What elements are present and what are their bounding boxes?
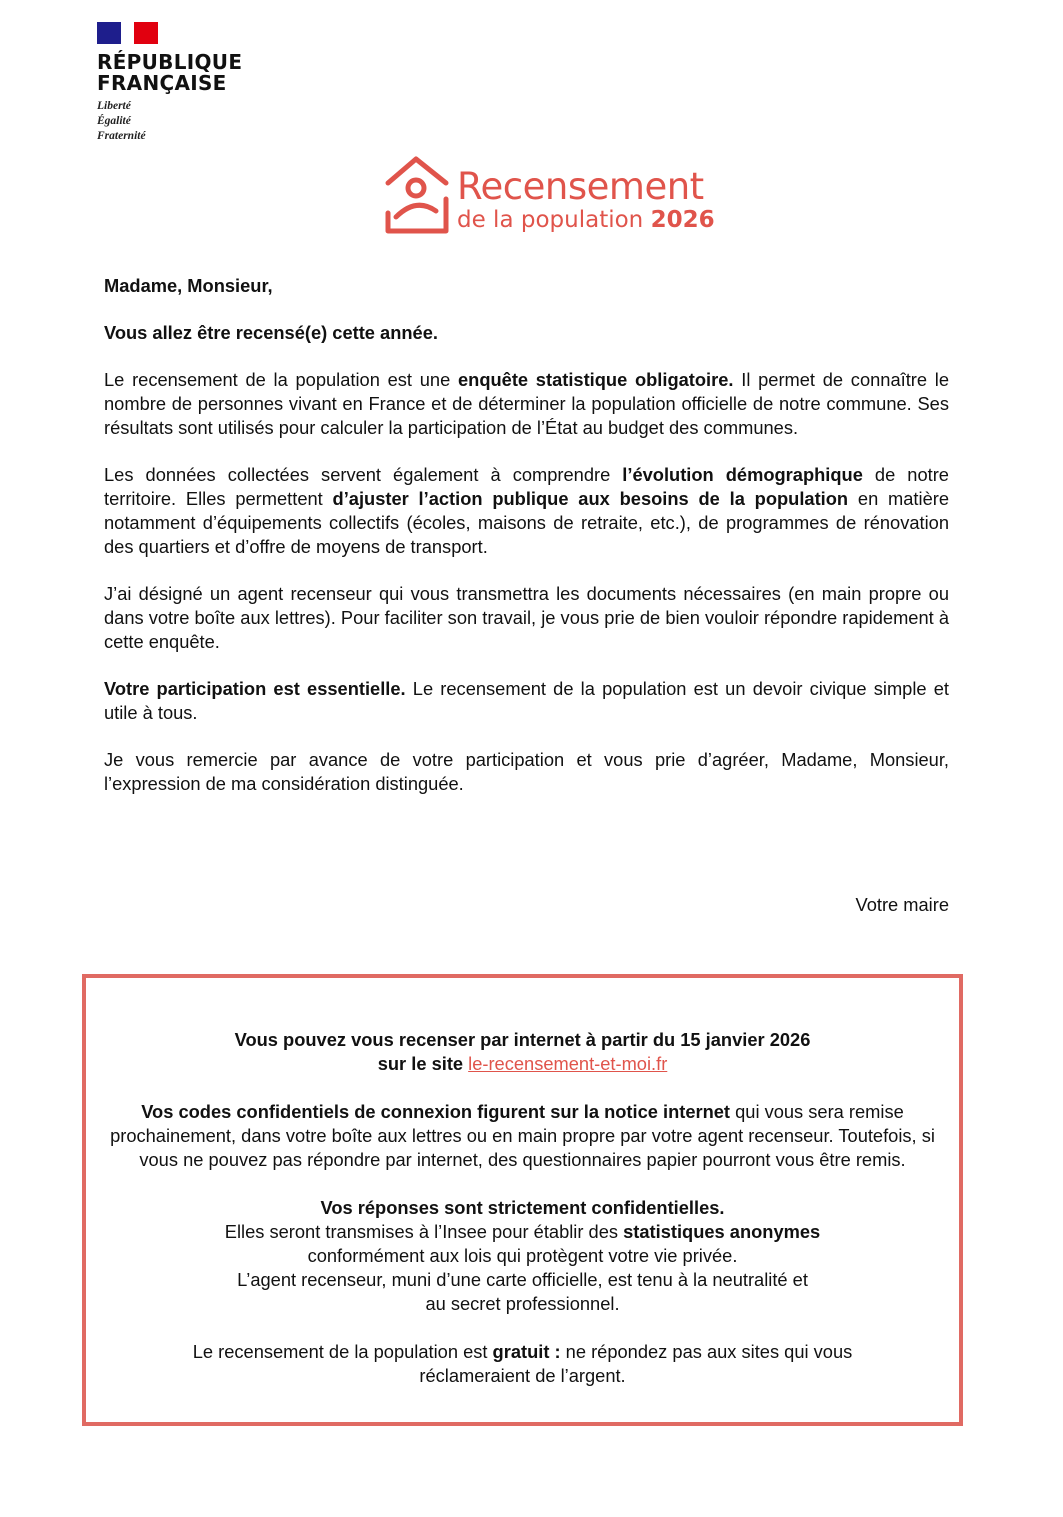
logo-subtitle: de la population 2026: [457, 207, 715, 233]
paragraph-1: Le recensement de la population est une enquête statistique obligatoire. Il permet de connaître le nombre de personnes vivant en France et de déterminer la population officielle de notre commune. Ses résultats sont utilisés pour calculer la participation de l’État au budget des communes.: [104, 369, 949, 438]
intro: Vous allez être recensé(e) cette année.: [104, 322, 438, 343]
paragraph-4: Votre participation est essentielle. Le recensement de la population est un devoir civique simple et utile à tous.: [104, 678, 950, 723]
republic-title: RÉPUBLIQUE FRANÇAISE: [97, 50, 243, 95]
paragraph-2: Les données collectées servent également à comprendre l’évolution démographique de notre territoire. Elles permettent d’ajuster l’action publique aux besoins de la population en matière notamment d’équipements collectifs (écoles, maisons de retraite, etc.), de programmes de rénovation des quartiers et d’offre de moyens de transport.: [104, 464, 949, 557]
logo-title: Recensement: [457, 165, 704, 208]
free-info: Le recensement de la population est gratuit : ne répondez pas aux sites qui vous réclameraient de l’argent.: [192, 1341, 853, 1386]
info-box: [82, 974, 963, 1426]
codes-info: Vos codes confidentiels de connexion figurent sur la notice internet qui vous sera remise prochainement, dans votre boîte aux lettres ou en main propre par votre agent recenseur. Toutefois, si vous ne pouvez pas répondre par internet, des questionnaires papier pourront vous être remis.: [110, 1101, 935, 1170]
signature: Votre maire: [855, 894, 949, 915]
paragraph-5: Je vous remercie par avance de votre participation et vous prie d’agréer, Madame, Monsieur, l’expression de ma considération distinguée.: [104, 749, 949, 794]
salutation: Madame, Monsieur,: [104, 275, 273, 296]
paragraph-3: J’ai désigné un agent recenseur qui vous transmettra les documents nécessaires (en main propre ou dans votre boîte aux lettres). Pour faciliter son travail, je vous prie de bien vouloir répondre rapidement à cette enquête.: [104, 583, 949, 652]
confidentiality-info: Vos réponses sont strictement confidentielles. Elles seront transmises à l’Insee pour établir des statistiques anonymes conformément aux lois qui protègent votre vie privée. L’agent recenseur, muni d’une carte officielle, est tenu à la neutralité et au secret professionnel.: [224, 1197, 821, 1314]
marianne-flag-icon: [97, 22, 158, 44]
republic-motto: Liberté Égalité Fraternité: [97, 100, 146, 142]
house-person-icon: [383, 153, 453, 237]
letter-body: [104, 274, 949, 819]
online-info: Vous pouvez vous recenser par internet à partir du 15 janvier 2026 sur le site le-recensement-et-moi.fr: [234, 1029, 811, 1074]
recensement-logo: [383, 153, 715, 237]
census-website-link[interactable]: le-recensement-et-moi.fr: [468, 1053, 668, 1074]
republique-francaise-logo: [97, 22, 242, 144]
